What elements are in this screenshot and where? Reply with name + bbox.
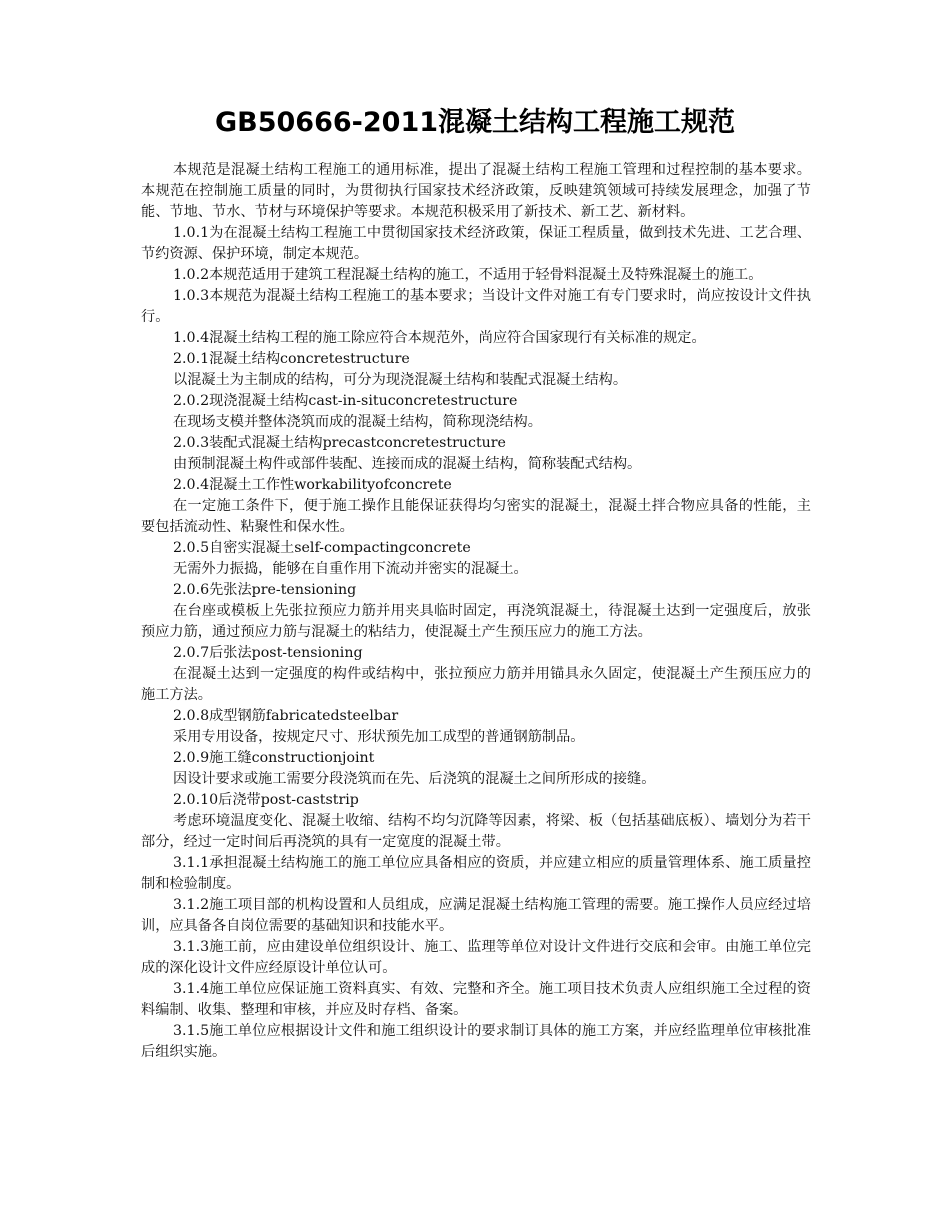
term-2-0-2-heading: 2.0.2现浇混凝土结构cast-in-situconcretestructure [173,393,518,409]
term-2-0-9-definition: 因设计要求或施工需要分段浇筑而在先、后浇筑的混凝土之间所形成的接缝。 [173,771,656,787]
clause-3-1-5: 3.1.5施工单位应根据设计文件和施工组织设计的要求制订具体的施工方案，并应经监理单位审核批准后组织实施。 [141,1023,811,1060]
term-2-0-1-heading: 2.0.1混凝土结构concretestructure [173,351,410,367]
document-body [141,160,811,1063]
clause-3-1-2: 3.1.2施工项目部的机构设置和人员组成，应满足混凝土结构施工管理的需要。施工操作人员应经过培训，应具备各自岗位需要的基础知识和技能水平。 [141,897,811,934]
term-2-0-1-definition: 以混凝土为主制成的结构，可分为现浇混凝土结构和装配式混凝土结构。 [173,372,628,388]
term-2-0-3-definition: 由预制混凝土构件或部件装配、连接而成的混凝土结构，简称装配式结构。 [173,456,642,472]
clause-1-0-3: 1.0.3本规范为混凝土结构工程施工的基本要求；当设计文件对施工有专门要求时，尚应按设计文件执行。 [141,288,811,325]
term-2-0-7-definition: 在混凝土达到一定强度的构件或结构中，张拉预应力筋并用锚具永久固定，使混凝土产生预压应力的施工方法。 [141,666,811,703]
intro-paragraph: 本规范是混凝土结构工程施工的通用标准，提出了混凝土结构工程施工管理和过程控制的基本要求。本规范在控制施工质量的同时，为贯彻执行国家技术经济政策，反映建筑领域可持续发展理念，加强了节能、节地、节水、节材与环境保护等要求。本规范积极采用了新技术、新工艺、新材料。 [141,162,811,220]
clause-1-0-2: 1.0.2本规范适用于建筑工程混凝土结构的施工，不适用于轻骨料混凝土及特殊混凝土的施工。 [173,267,763,283]
term-2-0-8-heading: 2.0.8成型钢筋fabricatedsteelbar [173,708,399,724]
term-2-0-3-heading: 2.0.3装配式混凝土结构precastconcretestructure [173,435,506,451]
term-2-0-10-definition: 考虑环境温度变化、混凝土收缩、结构不均匀沉降等因素，将梁、板（包括基础底板）、墙划分为若干部分，经过一定时间后再浇筑的具有一定宽度的混凝土带。 [141,813,811,850]
clause-3-1-1: 3.1.1承担混凝土结构施工的施工单位应具备相应的资质，并应建立相应的质量管理体系、施工质量控制和检验制度。 [141,855,811,892]
clause-1-0-4: 1.0.4混凝土结构工程的施工除应符合本规范外，尚应符合国家现行有关标准的规定。 [173,330,706,346]
clause-3-1-4: 3.1.4施工单位应保证施工资料真实、有效、完整和齐全。施工项目技术负责人应组织施工全过程的资料编制、收集、整理和审核，并应及时存档、备案。 [141,981,811,1018]
term-2-0-6-definition: 在台座或模板上先张拉预应力筋并用夹具临时固定，再浇筑混凝土，待混凝土达到一定强度后，放张预应力筋，通过预应力筋与混凝土的粘结力，使混凝土产生预压应力的施工方法。 [141,603,811,640]
term-2-0-6-heading: 2.0.6先张法pre-tensioning [173,582,357,598]
clause-1-0-1: 1.0.1为在混凝土结构工程施工中贯彻国家技术经济政策，保证工程质量，做到技术先进、工艺合理、节约资源、保护环境，制定本规范。 [141,225,811,262]
term-2-0-4-heading: 2.0.4混凝土工作性workabilityofconcrete [173,477,452,493]
term-2-0-4-definition: 在一定施工条件下，便于施工操作且能保证获得均匀密实的混凝土，混凝土拌合物应具备的性能，主要包括流动性、粘聚性和保水性。 [141,498,811,535]
term-2-0-5-heading: 2.0.5自密实混凝土self-compactingconcrete [173,540,471,556]
term-2-0-10-heading: 2.0.10后浇带post-caststrip [173,792,359,808]
term-2-0-2-definition: 在现场支模并整体浇筑而成的混凝土结构，简称现浇结构。 [173,414,542,430]
term-2-0-5-definition: 无需外力振捣，能够在自重作用下流动并密实的混凝土。 [173,561,528,577]
clause-3-1-3: 3.1.3施工前，应由建设单位组织设计、施工、监理等单位对设计文件进行交底和会审。由施工单位完成的深化设计文件应经原设计单位认可。 [141,939,811,976]
term-2-0-9-heading: 2.0.9施工缝constructionjoint [173,750,375,766]
document-title: GB50666-2011混凝土结构工程施工规范 [214,107,736,138]
term-2-0-8-definition: 采用专用设备，按规定尺寸、形状预先加工成型的普通钢筋制品。 [173,729,585,745]
term-2-0-7-heading: 2.0.7后张法post-tensioning [173,645,363,661]
